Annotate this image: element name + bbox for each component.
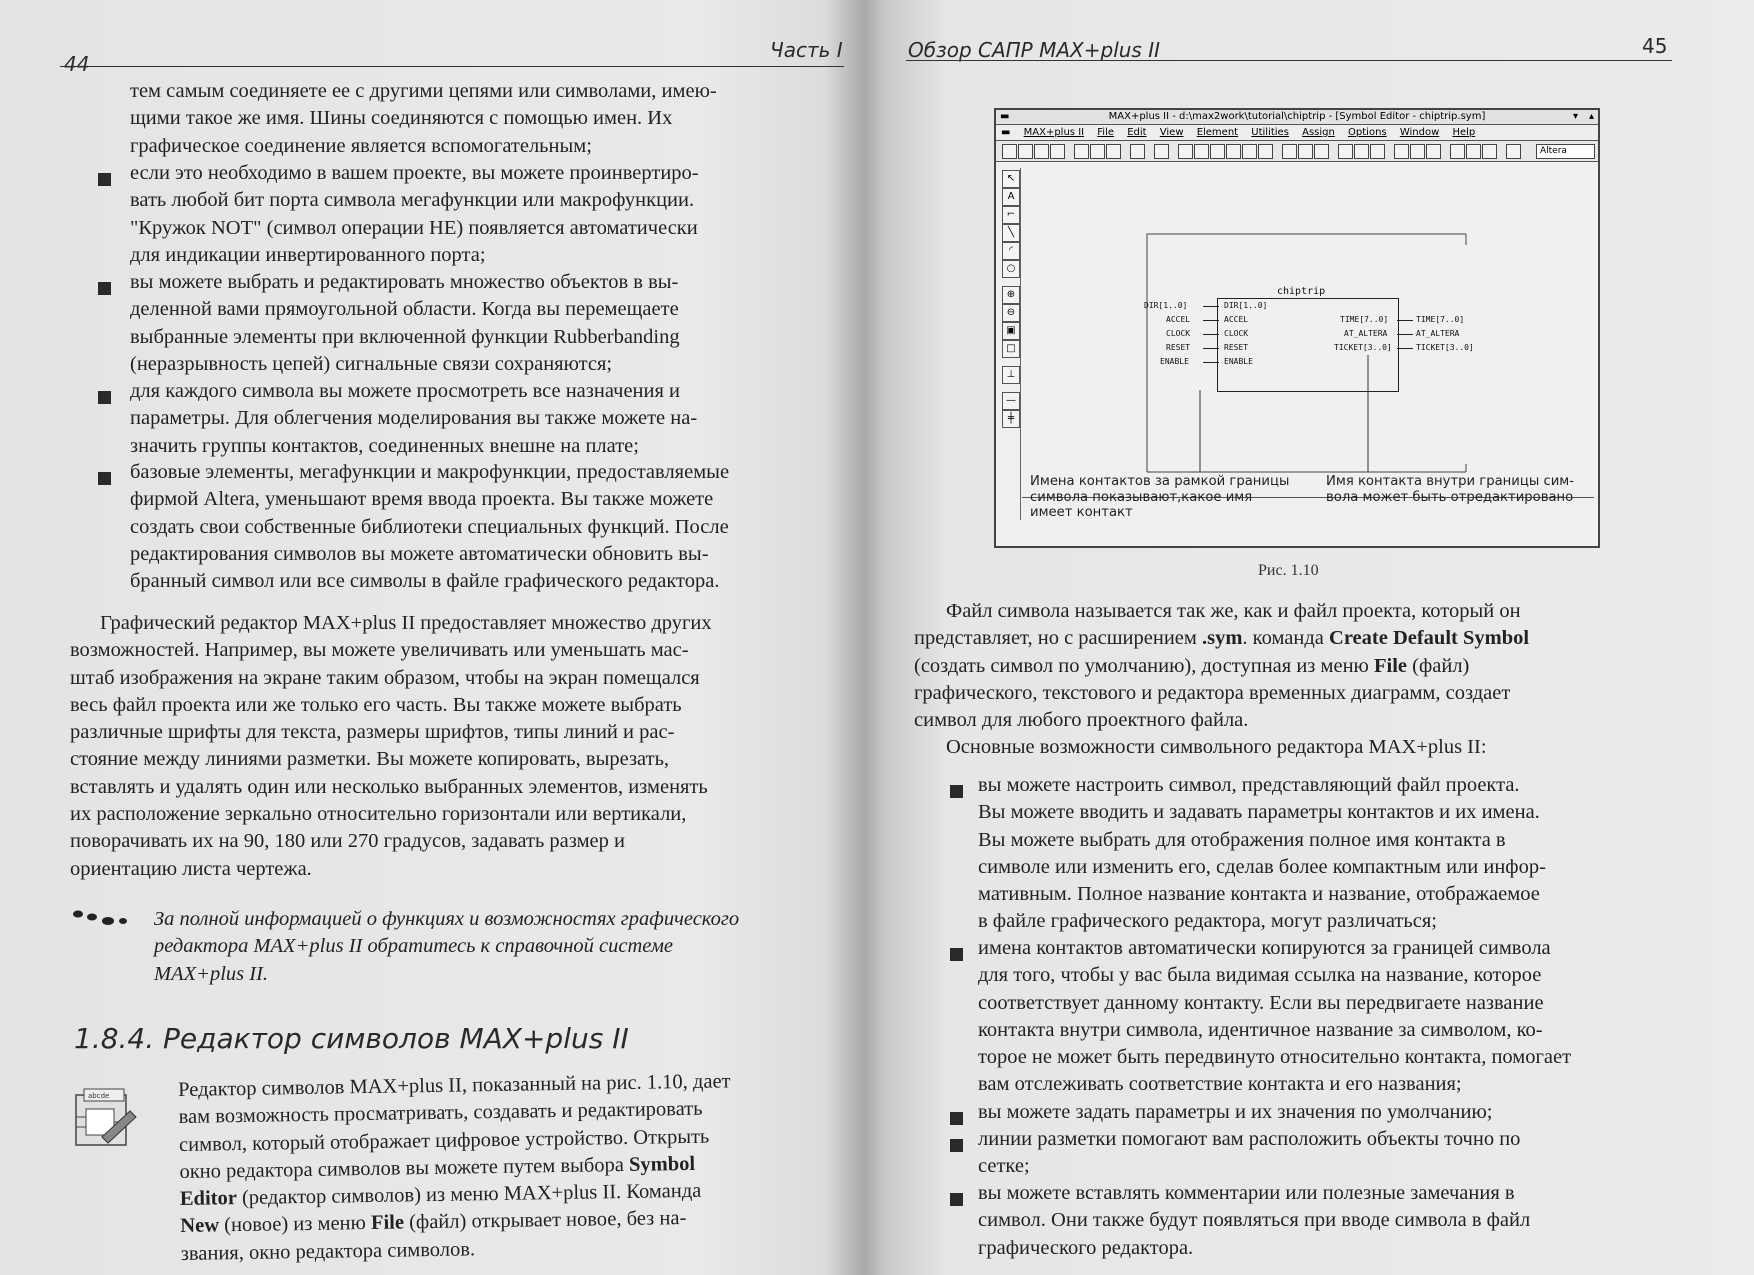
maximize-icon[interactable]: ▴	[1588, 111, 1594, 122]
bullet-marker	[98, 173, 111, 186]
text-line: Файл символа называется так же, как и файл проекта, который он	[946, 600, 1521, 622]
text-line: Редактор символов MAX+plus II, показанный на рис. 1.10, дает	[178, 1070, 731, 1101]
bullet-item	[130, 378, 836, 460]
bullet-marker	[98, 282, 111, 295]
section-paragraph	[178, 1067, 839, 1268]
rubberband-on-icon[interactable]: ╪	[1002, 410, 1020, 428]
minimize-icon[interactable]: ▾	[1572, 111, 1578, 122]
running-head: Часть I	[770, 38, 843, 62]
callout-line: Имя контакта внутри границы сим-	[1326, 474, 1574, 489]
text-line: Вы можете вводить и задавать параметры контактов и их имена.	[978, 801, 1540, 824]
bold-term: File	[370, 1211, 405, 1235]
menu-maxplus[interactable]: MAX+plus II	[1023, 127, 1085, 138]
bullet-marker	[98, 472, 111, 485]
pin-line	[1397, 320, 1413, 321]
text-line: возможностей. Например, вы можете увеличивать или уменьшать мас-	[70, 639, 689, 662]
pin-line	[1397, 334, 1413, 335]
text-line: линии разметки помогают вам расположить объекты точно по	[978, 1128, 1521, 1150]
text-line: базовые элементы, мегафункции и макрофункции, предоставляемые	[130, 461, 730, 483]
symbol-name: chiptrip	[1277, 286, 1326, 297]
body-paragraph	[914, 598, 1680, 762]
bullet-marker	[98, 391, 111, 404]
bullet-item	[978, 1180, 1680, 1262]
text-line: для индикации инвертированного порта;	[130, 243, 486, 266]
text-line: щими такое же имя. Шины соединяются с помощью имен. Их	[130, 107, 673, 130]
page-number: 44	[64, 52, 90, 76]
bullet-marker	[950, 1139, 963, 1152]
text-run: (новое) из меню	[218, 1212, 372, 1237]
bold-term: .sym	[1201, 627, 1243, 650]
text-run: . команда	[1242, 627, 1330, 650]
bullet-marker	[950, 1193, 963, 1206]
callout-line: вола может быть отредактировано	[1326, 489, 1574, 505]
text-line: вставлять и удалять один или несколько выбранных элементов, изменять	[70, 775, 708, 798]
text-line: выбранные элементы при включенной функции Rubberbanding	[130, 325, 680, 348]
text-line: в файле графического редактора, могут различаться;	[978, 910, 1437, 933]
bold-term: Symbol	[628, 1152, 696, 1176]
pin-reset-outside: RESET	[1166, 343, 1191, 352]
figure-caption: Рис. 1.10	[1258, 562, 1319, 579]
text-line: тем самым соединяете ее с другими цепями или символами, имею-	[130, 80, 717, 102]
text-line: (неразрывность цепей) сигнальные связи сохраняются;	[130, 352, 613, 375]
menu-assign[interactable]: Assign	[1302, 127, 1335, 138]
text-line: соответствует данному контакту. Если вы передвигаете название	[978, 991, 1544, 1014]
fit-window-icon[interactable]: ▣	[1002, 322, 1020, 340]
text-tool-icon[interactable]: A	[1002, 188, 1020, 206]
text-run: (файл) открывает новое, без на-	[403, 1207, 687, 1234]
text-run: (редактор символов) из меню MAX+plus II. Команда	[236, 1179, 702, 1210]
diagonal-line-icon[interactable]: ╲	[1002, 224, 1020, 242]
bullet-continuation	[130, 78, 836, 160]
pin-enable-inside[interactable]: ENABLE	[1224, 357, 1253, 366]
text-run: (файл)	[1407, 654, 1470, 677]
pin-dir-outside: DIR[1..0]	[1144, 301, 1188, 310]
text-run: представляет, но с расширением	[914, 627, 1202, 650]
pin-line	[1203, 362, 1219, 363]
bold-term: New	[180, 1214, 220, 1238]
menu-help[interactable]: Help	[1452, 127, 1476, 138]
zoom-out-icon[interactable]: ⊖	[1002, 304, 1020, 322]
text-line: торое не может быть передвинуто относительно контакта, помогает	[978, 1046, 1572, 1069]
pin-enable-outside: ENABLE	[1160, 357, 1189, 366]
pin-ticket-inside[interactable]: TICKET[3..0]	[1334, 343, 1392, 352]
text-line: вы можете вставлять комментарии или полезные замечания в	[978, 1182, 1515, 1204]
menu-view[interactable]: View	[1159, 127, 1184, 138]
text-line: вы можете задать параметры и их значения по умолчанию;	[978, 1101, 1493, 1123]
bullet-item	[978, 935, 1680, 1099]
text-line: контакта внутри символа, идентичное название за символом, ко-	[978, 1018, 1543, 1041]
text-run: окно редактора символов вы можете путем выбора	[179, 1153, 630, 1183]
pin-dir-inside[interactable]: DIR[1..0]	[1224, 301, 1268, 310]
text-line: их расположение зеркально относительно горизонтали или вертикали,	[70, 803, 687, 826]
callout-line: символа показывают,какое имя	[1030, 489, 1253, 505]
system-menu-icon[interactable]: ▬	[1000, 111, 1010, 122]
text-line	[914, 625, 1680, 652]
text-line: Основные возможности символьного редактора MAX+plus II:	[946, 736, 1487, 759]
note-footprints-icon	[70, 908, 130, 928]
text-line: символ для любого проектного файла.	[914, 709, 1249, 732]
window-title: MAX+plus II - d:\max2work\tutorial\chiptrip - [Symbol Editor - chiptrip.sym]	[1108, 111, 1486, 122]
text-line: для каждого символа вы можете просмотреть все назначения и	[130, 380, 681, 402]
pin-line	[1397, 348, 1413, 349]
text-line: весь файл проекта или же только его часть. Вы также можете выбрать	[70, 693, 682, 716]
pin-at-altera-outside: AT_ALTERA	[1416, 329, 1460, 338]
text-line	[914, 653, 1680, 680]
bullet-item	[130, 459, 836, 595]
pin-time-inside[interactable]: TIME[7..0]	[1340, 315, 1389, 324]
body-paragraph	[70, 610, 836, 883]
text-run: (создать символ по умолчанию), доступная из меню	[914, 654, 1374, 677]
pin-clock-outside: CLOCK	[1166, 329, 1191, 338]
text-line: сетке;	[978, 1155, 1030, 1178]
pin-tool-icon[interactable]: ⊥	[1002, 366, 1020, 384]
bullet-item	[978, 1099, 1680, 1126]
text-line: За полной информацией о функциях и возможностях графического	[154, 908, 740, 930]
text-line: вам возможность просматривать, создавать и редактировать	[178, 1098, 703, 1129]
text-line: стояние между линиями разметки. Вы можете копировать, вырезать,	[70, 748, 670, 771]
pin-time-outside: TIME[7..0]	[1416, 315, 1465, 324]
text-line: параметры. Для облегчения моделирования вы также можете на-	[130, 407, 698, 430]
pin-line	[1203, 320, 1219, 321]
reference-note	[154, 906, 836, 988]
orthogonal-line-icon[interactable]: ⌐	[1002, 206, 1020, 224]
pin-ticket-outside: TICKET[3..0]	[1416, 343, 1474, 352]
bullet-item	[130, 160, 836, 269]
bullet-item	[130, 269, 836, 378]
arc-tool-icon[interactable]: ◜	[1002, 242, 1020, 260]
text-line: редактора MAX+plus II обратитесь к справочной системе	[154, 935, 674, 958]
text-line: штаб изображения на экране таким образом, чтобы на экран помещался	[70, 666, 700, 689]
pin-clock-inside[interactable]: CLOCK	[1224, 329, 1249, 338]
selection-tool-icon[interactable]: ↖	[1002, 170, 1020, 188]
text-line: если это необходимо в вашем проекте, вы можете проинвертиро-	[130, 162, 699, 184]
bullet-marker	[950, 785, 963, 798]
text-line: вы можете выбрать и редактировать множество объектов в вы-	[130, 271, 679, 293]
text-line: графического, текстового и редактора временных диаграмм, создает	[914, 681, 1511, 704]
bullet-item	[978, 772, 1680, 936]
text-line: деленной вами прямоугольной области. Когда вы перемещаете	[130, 298, 679, 321]
zoom-in-icon[interactable]: ⊕	[1002, 286, 1020, 304]
bullet-marker	[950, 1112, 963, 1125]
text-line: "Кружок NOT" (символ операции НЕ) появляется автоматически	[130, 216, 698, 239]
pin-line	[1203, 306, 1219, 307]
text-line: графического редактора.	[978, 1236, 1194, 1259]
bold-term: Editor	[179, 1187, 238, 1211]
callout-line: имеет контакт	[1030, 505, 1133, 520]
text-line: поворачивать их на 90, 180 или 270 градусов, задавать размер и	[70, 830, 625, 853]
text-line: символ. Они также будут появляться при вводе символа в файл	[978, 1209, 1531, 1232]
symbol-editor-icon	[72, 1087, 142, 1151]
text-line: создать свои собственные библиотеки специальных функций. После	[130, 515, 729, 538]
text-line: значить группы контактов, соединенных внешне на плате;	[130, 434, 639, 457]
text-line: звания, окно редактора символов.	[180, 1238, 476, 1265]
section-heading: 1.8.4. Редактор символов MAX+plus II	[74, 1022, 629, 1055]
menu-file[interactable]: File	[1097, 127, 1115, 138]
text-line: различные шрифты для текста, размеры шрифтов, типы линий и рас-	[70, 721, 675, 744]
bold-term: Create Default Symbol	[1329, 627, 1530, 650]
bullet-item	[978, 1126, 1680, 1181]
bullet-marker	[950, 948, 963, 961]
text-line: имена контактов автоматически копируются за границей символа	[978, 937, 1551, 959]
text-line: Графический редактор MAX+plus II предоставляет множество других	[100, 612, 712, 634]
bold-term: File	[1374, 654, 1408, 677]
child-window-menu-icon[interactable]: ▬	[1001, 127, 1011, 138]
menu-edit[interactable]: Edit	[1127, 127, 1147, 138]
menu-utilities[interactable]: Utilities	[1251, 127, 1289, 138]
text-line: Вы можете выбрать для отображения полное имя контакта в	[978, 828, 1506, 851]
text-line: символе или изменить его, сделав более компактным или инфор-	[978, 855, 1546, 878]
rubberband-off-icon[interactable]: —	[1002, 392, 1020, 410]
text-line: графическое соединение является вспомогательным;	[130, 134, 592, 157]
text-line: ориентацию листа чертежа.	[70, 857, 312, 880]
text-line: символ, который отображает цифровое устройство. Открыть	[178, 1125, 710, 1156]
text-line: фирмой Altera, уменьшают время ввода проекта. Вы также можете	[130, 488, 714, 511]
text-line: MAX+plus II.	[154, 962, 269, 985]
font-select[interactable]: Altera	[1536, 144, 1595, 159]
pin-line	[1203, 334, 1219, 335]
text-line: для того, чтобы у вас была видимая ссылка на название, которое	[978, 964, 1542, 987]
pin-line	[1203, 348, 1219, 349]
text-line: вы можете настроить символ, представляющий файл проекта.	[978, 774, 1520, 796]
text-line: вать любой бит порта символа мегафункции или макрофункции.	[130, 189, 695, 212]
pin-accel-inside[interactable]: ACCEL	[1224, 315, 1249, 324]
callout-outside-names	[1030, 474, 1320, 521]
text-line: мативным. Полное название контакта и название, отображаемое	[978, 883, 1540, 906]
text-line: редактирования символов вы можете автоматически обновить вы-	[130, 542, 709, 565]
text-line: вам отслеживать соответствие контакта и его названия;	[978, 1073, 1462, 1096]
rectangle-tool-icon[interactable]: □	[1002, 340, 1020, 358]
pin-accel-outside: ACCEL	[1166, 315, 1191, 324]
header-rule-left	[60, 66, 844, 67]
circle-tool-icon[interactable]: ○	[1002, 260, 1020, 278]
menu-options[interactable]: Options	[1348, 127, 1387, 138]
symbol-editor-screenshot	[994, 108, 1600, 548]
header-rule-right	[906, 60, 1672, 61]
running-head: Обзор САПР MAX+plus II	[908, 38, 1161, 62]
pin-reset-inside[interactable]: RESET	[1224, 343, 1249, 352]
menu-window[interactable]: Window	[1399, 127, 1440, 138]
text-line: бранный символ или все символы в файле графического редактора.	[130, 570, 720, 593]
page-number: 45	[1642, 34, 1668, 58]
menu-element[interactable]: Element	[1196, 127, 1239, 138]
callout-inside-names	[1326, 474, 1596, 505]
pin-at-altera-inside[interactable]: AT_ALTERA	[1344, 329, 1388, 338]
margin-icon-label: abcde	[88, 1092, 110, 1100]
callout-line: Имена контактов за рамкой границы	[1030, 474, 1290, 489]
